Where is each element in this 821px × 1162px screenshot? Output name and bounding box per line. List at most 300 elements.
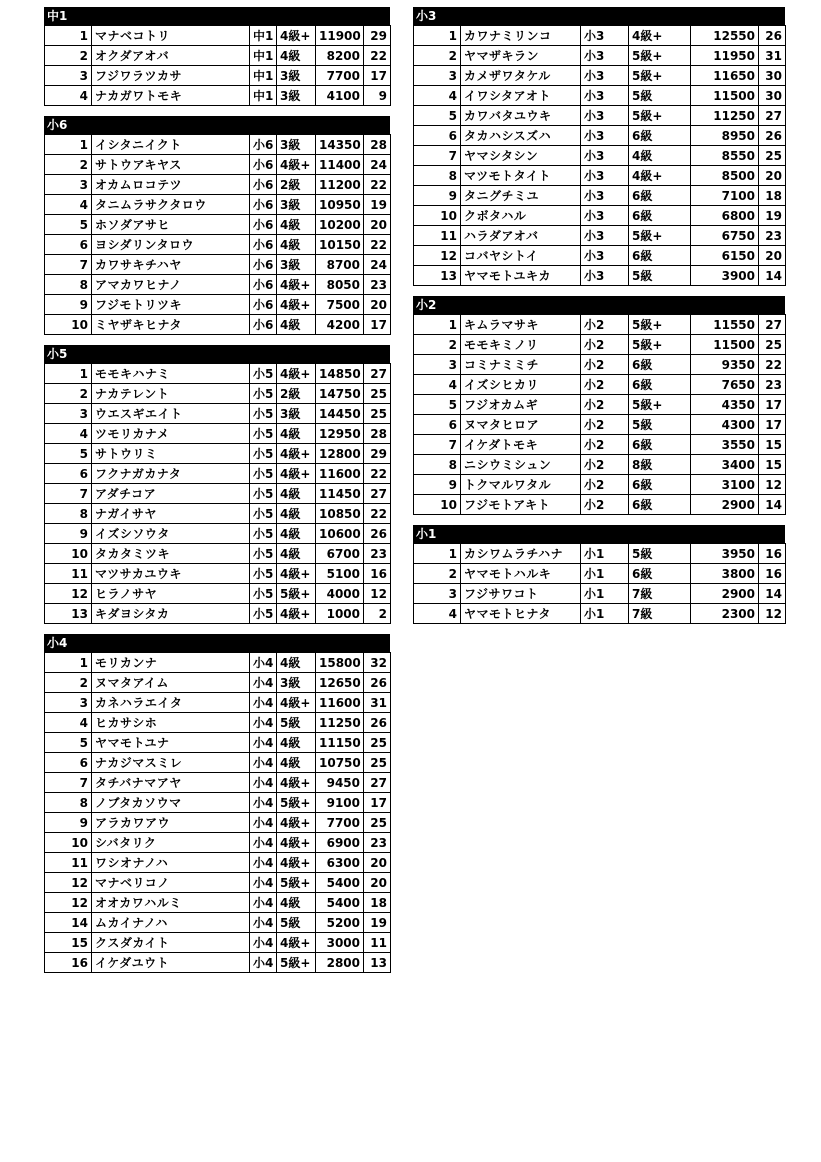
group-sho5 <box>44 345 391 624</box>
cell-grade: 小6 <box>250 255 277 275</box>
cell-name: ヤマザキラン <box>461 46 581 66</box>
cell-name: ミヤザキヒナタ <box>92 315 250 335</box>
cell-level: 3級 <box>277 135 316 155</box>
cell-age: 26 <box>364 524 391 544</box>
cell-age: 28 <box>364 424 391 444</box>
cell-age: 23 <box>364 275 391 295</box>
cell-age: 32 <box>364 653 391 673</box>
cell-age: 20 <box>759 246 786 266</box>
cell-level: 3級 <box>277 673 316 693</box>
cell-age: 27 <box>759 315 786 335</box>
cell-level: 4級 <box>277 484 316 504</box>
cell-grade: 小3 <box>581 226 629 246</box>
cell-score: 4000 <box>316 584 364 604</box>
cell-rank: 1 <box>45 135 92 155</box>
cell-grade: 小1 <box>581 544 629 564</box>
table-row <box>414 86 786 106</box>
cell-score: 7650 <box>691 375 759 395</box>
cell-rank: 3 <box>45 693 92 713</box>
cell-rank: 4 <box>414 86 461 106</box>
cell-name: カワサキチハヤ <box>92 255 250 275</box>
cell-age: 30 <box>759 66 786 86</box>
cell-grade: 小3 <box>581 266 629 286</box>
cell-age: 22 <box>364 175 391 195</box>
cell-rank: 7 <box>45 484 92 504</box>
cell-rank: 1 <box>45 26 92 46</box>
cell-rank: 2 <box>414 564 461 584</box>
table-row <box>45 713 391 733</box>
cell-rank: 4 <box>414 604 461 624</box>
cell-name: イズシソウタ <box>92 524 250 544</box>
cell-level: 3級 <box>277 86 316 106</box>
cell-score: 6300 <box>316 853 364 873</box>
table-row <box>45 873 391 893</box>
table-row <box>45 255 391 275</box>
cell-rank: 12 <box>45 584 92 604</box>
cell-age: 25 <box>364 813 391 833</box>
cell-name: フジモトアキト <box>461 495 581 515</box>
cell-grade: 小5 <box>250 464 277 484</box>
cell-level: 6級 <box>629 435 691 455</box>
cell-grade: 小4 <box>250 933 277 953</box>
cell-rank: 6 <box>45 464 92 484</box>
cell-level: 4級+ <box>277 813 316 833</box>
cell-level: 6級 <box>629 475 691 495</box>
cell-level: 4級+ <box>277 464 316 484</box>
cell-score: 11500 <box>691 335 759 355</box>
cell-name: イシタニイクト <box>92 135 250 155</box>
ranking-table <box>44 652 391 973</box>
cell-name: ナカガワトモキ <box>92 86 250 106</box>
cell-rank: 1 <box>414 315 461 335</box>
cell-age: 20 <box>364 295 391 315</box>
cell-score: 7700 <box>316 66 364 86</box>
cell-score: 9450 <box>316 773 364 793</box>
cell-age: 12 <box>364 584 391 604</box>
cell-score: 2900 <box>691 495 759 515</box>
cell-age: 28 <box>364 135 391 155</box>
cell-name: モモキミノリ <box>461 335 581 355</box>
cell-age: 29 <box>364 26 391 46</box>
cell-score: 10600 <box>316 524 364 544</box>
cell-age: 24 <box>364 255 391 275</box>
cell-grade: 小3 <box>581 126 629 146</box>
cell-age: 25 <box>364 733 391 753</box>
table-row <box>45 813 391 833</box>
cell-score: 1000 <box>316 604 364 624</box>
cell-rank: 1 <box>414 26 461 46</box>
ranking-table <box>413 314 786 515</box>
cell-age: 19 <box>364 195 391 215</box>
cell-grade: 小4 <box>250 773 277 793</box>
cell-age: 15 <box>759 435 786 455</box>
cell-age: 14 <box>759 584 786 604</box>
cell-grade: 小3 <box>581 66 629 86</box>
cell-rank: 2 <box>45 46 92 66</box>
table-row <box>414 315 786 335</box>
table-row <box>45 364 391 384</box>
table-row <box>45 175 391 195</box>
cell-level: 5級 <box>629 415 691 435</box>
cell-name: クスダカイト <box>92 933 250 953</box>
cell-name: タカハシスズハ <box>461 126 581 146</box>
cell-name: アダチコア <box>92 484 250 504</box>
cell-age: 22 <box>364 46 391 66</box>
cell-level: 4級+ <box>277 26 316 46</box>
cell-grade: 小2 <box>581 395 629 415</box>
cell-score: 4200 <box>316 315 364 335</box>
cell-grade: 小2 <box>581 375 629 395</box>
cell-level: 4級 <box>277 424 316 444</box>
cell-name: コバヤシトイ <box>461 246 581 266</box>
cell-rank: 12 <box>45 873 92 893</box>
cell-level: 6級 <box>629 206 691 226</box>
cell-score: 5400 <box>316 873 364 893</box>
cell-score: 11650 <box>691 66 759 86</box>
cell-rank: 3 <box>414 66 461 86</box>
cell-name: サトウアキヤス <box>92 155 250 175</box>
cell-level: 4級+ <box>277 833 316 853</box>
cell-age: 22 <box>364 464 391 484</box>
table-row <box>45 155 391 175</box>
cell-score: 8500 <box>691 166 759 186</box>
cell-score: 12650 <box>316 673 364 693</box>
cell-level: 5級+ <box>629 335 691 355</box>
cell-rank: 11 <box>45 853 92 873</box>
table-row <box>414 544 786 564</box>
cell-grade: 小4 <box>250 653 277 673</box>
cell-name: イズシヒカリ <box>461 375 581 395</box>
cell-rank: 1 <box>45 364 92 384</box>
cell-score: 6150 <box>691 246 759 266</box>
table-row <box>45 404 391 424</box>
table-row <box>45 933 391 953</box>
cell-age: 15 <box>759 455 786 475</box>
cell-age: 31 <box>364 693 391 713</box>
cell-name: キムラマサキ <box>461 315 581 335</box>
cell-age: 23 <box>364 833 391 853</box>
cell-age: 2 <box>364 604 391 624</box>
table-row <box>414 126 786 146</box>
cell-age: 20 <box>364 853 391 873</box>
cell-rank: 5 <box>45 215 92 235</box>
table-row <box>45 953 391 973</box>
cell-level: 6級 <box>629 375 691 395</box>
table-row <box>414 266 786 286</box>
cell-level: 4級 <box>277 215 316 235</box>
cell-level: 3級 <box>277 255 316 275</box>
cell-grade: 小4 <box>250 693 277 713</box>
cell-name: ヌマタヒロア <box>461 415 581 435</box>
cell-name: ナカテレント <box>92 384 250 404</box>
cell-name: カシワムラチハナ <box>461 544 581 564</box>
cell-age: 22 <box>759 355 786 375</box>
cell-age: 20 <box>364 215 391 235</box>
cell-score: 14850 <box>316 364 364 384</box>
cell-age: 25 <box>364 384 391 404</box>
table-row <box>45 833 391 853</box>
cell-grade: 小4 <box>250 733 277 753</box>
table-row <box>45 86 391 106</box>
cell-rank: 4 <box>45 86 92 106</box>
table-row <box>414 395 786 415</box>
cell-age: 17 <box>364 793 391 813</box>
table-row <box>45 384 391 404</box>
cell-name: ヤマモトユキカ <box>461 266 581 286</box>
cell-level: 6級 <box>629 564 691 584</box>
cell-level: 4級+ <box>277 275 316 295</box>
cell-rank: 7 <box>45 773 92 793</box>
table-row <box>414 375 786 395</box>
cell-score: 4300 <box>691 415 759 435</box>
cell-name: アマカワヒナノ <box>92 275 250 295</box>
table-row <box>45 853 391 873</box>
table-row <box>45 484 391 504</box>
cell-grade: 小3 <box>581 246 629 266</box>
cell-grade: 小2 <box>581 435 629 455</box>
cell-score: 6900 <box>316 833 364 853</box>
cell-score: 8550 <box>691 146 759 166</box>
cell-name: フジモトリツキ <box>92 295 250 315</box>
cell-level: 4級+ <box>277 364 316 384</box>
cell-score: 3000 <box>316 933 364 953</box>
cell-level: 5級+ <box>629 106 691 126</box>
cell-grade: 小1 <box>581 564 629 584</box>
table-row <box>414 246 786 266</box>
cell-name: サトウリミ <box>92 444 250 464</box>
cell-score: 11200 <box>316 175 364 195</box>
table-row <box>414 435 786 455</box>
cell-grade: 小5 <box>250 524 277 544</box>
group-sho1 <box>413 525 786 624</box>
cell-name: ワシオナノハ <box>92 853 250 873</box>
cell-score: 8950 <box>691 126 759 146</box>
cell-score: 9350 <box>691 355 759 375</box>
cell-grade: 小5 <box>250 564 277 584</box>
table-row <box>45 524 391 544</box>
cell-level: 4級 <box>277 315 316 335</box>
cell-rank: 5 <box>45 733 92 753</box>
cell-grade: 小4 <box>250 673 277 693</box>
table-row <box>45 733 391 753</box>
cell-score: 3400 <box>691 455 759 475</box>
cell-rank: 3 <box>45 404 92 424</box>
cell-grade: 小2 <box>581 355 629 375</box>
cell-rank: 16 <box>45 953 92 973</box>
cell-score: 11600 <box>316 693 364 713</box>
cell-age: 20 <box>364 873 391 893</box>
cell-rank: 11 <box>414 226 461 246</box>
cell-name: モモキハナミ <box>92 364 250 384</box>
cell-age: 17 <box>364 66 391 86</box>
table-row <box>414 66 786 86</box>
cell-name: ニシウミシュン <box>461 455 581 475</box>
cell-age: 25 <box>759 146 786 166</box>
cell-age: 26 <box>364 713 391 733</box>
cell-rank: 8 <box>45 793 92 813</box>
cell-rank: 6 <box>414 126 461 146</box>
cell-name: モリカンナ <box>92 653 250 673</box>
right-column <box>413 0 786 624</box>
cell-age: 14 <box>759 266 786 286</box>
cell-rank: 1 <box>45 653 92 673</box>
cell-rank: 10 <box>45 315 92 335</box>
table-row <box>45 135 391 155</box>
cell-name: アラカワアウ <box>92 813 250 833</box>
table-row <box>45 753 391 773</box>
cell-score: 10150 <box>316 235 364 255</box>
cell-grade: 小3 <box>581 206 629 226</box>
cell-name: タチバナマアヤ <box>92 773 250 793</box>
cell-age: 17 <box>364 315 391 335</box>
cell-name: シバタリク <box>92 833 250 853</box>
cell-grade: 小4 <box>250 813 277 833</box>
cell-name: ヤマモトユナ <box>92 733 250 753</box>
cell-rank: 2 <box>45 155 92 175</box>
cell-grade: 小3 <box>581 106 629 126</box>
cell-level: 4級+ <box>629 26 691 46</box>
cell-grade: 小6 <box>250 235 277 255</box>
cell-level: 4級+ <box>277 564 316 584</box>
cell-grade: 小5 <box>250 484 277 504</box>
left-column <box>44 0 391 973</box>
cell-score: 11400 <box>316 155 364 175</box>
cell-level: 4級 <box>277 524 316 544</box>
cell-level: 5級+ <box>629 46 691 66</box>
cell-age: 16 <box>759 564 786 584</box>
cell-level: 6級 <box>629 355 691 375</box>
table-row <box>45 464 391 484</box>
cell-score: 6800 <box>691 206 759 226</box>
cell-grade: 小1 <box>581 584 629 604</box>
cell-age: 23 <box>364 544 391 564</box>
cell-grade: 小5 <box>250 444 277 464</box>
cell-age: 9 <box>364 86 391 106</box>
cell-age: 30 <box>759 86 786 106</box>
table-row <box>45 275 391 295</box>
cell-grade: 小1 <box>581 604 629 624</box>
cell-rank: 2 <box>45 384 92 404</box>
cell-rank: 2 <box>414 46 461 66</box>
cell-level: 5級+ <box>277 873 316 893</box>
cell-grade: 小5 <box>250 384 277 404</box>
cell-score: 11250 <box>316 713 364 733</box>
cell-age: 24 <box>364 155 391 175</box>
cell-level: 5級 <box>277 913 316 933</box>
cell-grade: 小6 <box>250 215 277 235</box>
table-row <box>414 186 786 206</box>
cell-level: 5級+ <box>629 66 691 86</box>
cell-grade: 小4 <box>250 853 277 873</box>
cell-age: 19 <box>364 913 391 933</box>
cell-level: 3級 <box>277 404 316 424</box>
cell-grade: 小6 <box>250 295 277 315</box>
cell-rank: 3 <box>45 175 92 195</box>
cell-name: ナガイサヤ <box>92 504 250 524</box>
cell-rank: 8 <box>414 455 461 475</box>
cell-score: 5400 <box>316 893 364 913</box>
table-row <box>414 355 786 375</box>
cell-grade: 小4 <box>250 793 277 813</box>
cell-level: 7級 <box>629 584 691 604</box>
cell-grade: 小5 <box>250 584 277 604</box>
cell-name: ヤマシタシン <box>461 146 581 166</box>
cell-rank: 4 <box>45 195 92 215</box>
group-chu1 <box>44 7 391 106</box>
cell-age: 18 <box>364 893 391 913</box>
table-row <box>45 315 391 335</box>
table-row <box>45 195 391 215</box>
ranking-table <box>413 543 786 624</box>
group-header: 小1 <box>413 525 785 543</box>
cell-score: 9100 <box>316 793 364 813</box>
ranking-table <box>44 134 391 335</box>
cell-level: 5級+ <box>629 395 691 415</box>
cell-level: 6級 <box>629 246 691 266</box>
table-row <box>45 544 391 564</box>
cell-score: 6750 <box>691 226 759 246</box>
cell-grade: 小5 <box>250 604 277 624</box>
cell-level: 4級+ <box>277 155 316 175</box>
table-row <box>45 46 391 66</box>
cell-name: ウエスギエイト <box>92 404 250 424</box>
cell-grade: 小3 <box>581 186 629 206</box>
cell-score: 11150 <box>316 733 364 753</box>
table-row <box>45 893 391 913</box>
cell-rank: 7 <box>414 435 461 455</box>
cell-age: 17 <box>759 395 786 415</box>
table-row <box>45 793 391 813</box>
group-header: 小5 <box>44 345 390 363</box>
cell-rank: 6 <box>45 235 92 255</box>
cell-rank: 13 <box>414 266 461 286</box>
table-row <box>414 106 786 126</box>
cell-level: 4級+ <box>277 933 316 953</box>
cell-rank: 5 <box>414 106 461 126</box>
cell-grade: 小2 <box>581 455 629 475</box>
cell-score: 8050 <box>316 275 364 295</box>
cell-rank: 2 <box>414 335 461 355</box>
cell-name: フジサワコト <box>461 584 581 604</box>
cell-grade: 小6 <box>250 315 277 335</box>
cell-name: フジオカムギ <box>461 395 581 415</box>
group-sho4 <box>44 634 391 973</box>
cell-score: 11450 <box>316 484 364 504</box>
table-row <box>414 455 786 475</box>
cell-score: 10950 <box>316 195 364 215</box>
cell-rank: 3 <box>414 584 461 604</box>
cell-name: マナベコトリ <box>92 26 250 46</box>
cell-name: フジワラツカサ <box>92 66 250 86</box>
cell-grade: 中1 <box>250 66 277 86</box>
cell-rank: 4 <box>45 424 92 444</box>
table-row <box>414 495 786 515</box>
cell-name: ハラダアオバ <box>461 226 581 246</box>
group-header: 小3 <box>413 7 785 25</box>
cell-level: 5級 <box>277 713 316 733</box>
cell-grade: 小5 <box>250 424 277 444</box>
cell-age: 27 <box>364 364 391 384</box>
cell-name: ムカイナノハ <box>92 913 250 933</box>
cell-level: 6級 <box>629 126 691 146</box>
cell-grade: 小4 <box>250 953 277 973</box>
group-header: 中1 <box>44 7 390 25</box>
cell-grade: 小3 <box>581 166 629 186</box>
cell-level: 4級 <box>629 146 691 166</box>
cell-score: 12950 <box>316 424 364 444</box>
group-header: 小2 <box>413 296 785 314</box>
table-row <box>414 604 786 624</box>
